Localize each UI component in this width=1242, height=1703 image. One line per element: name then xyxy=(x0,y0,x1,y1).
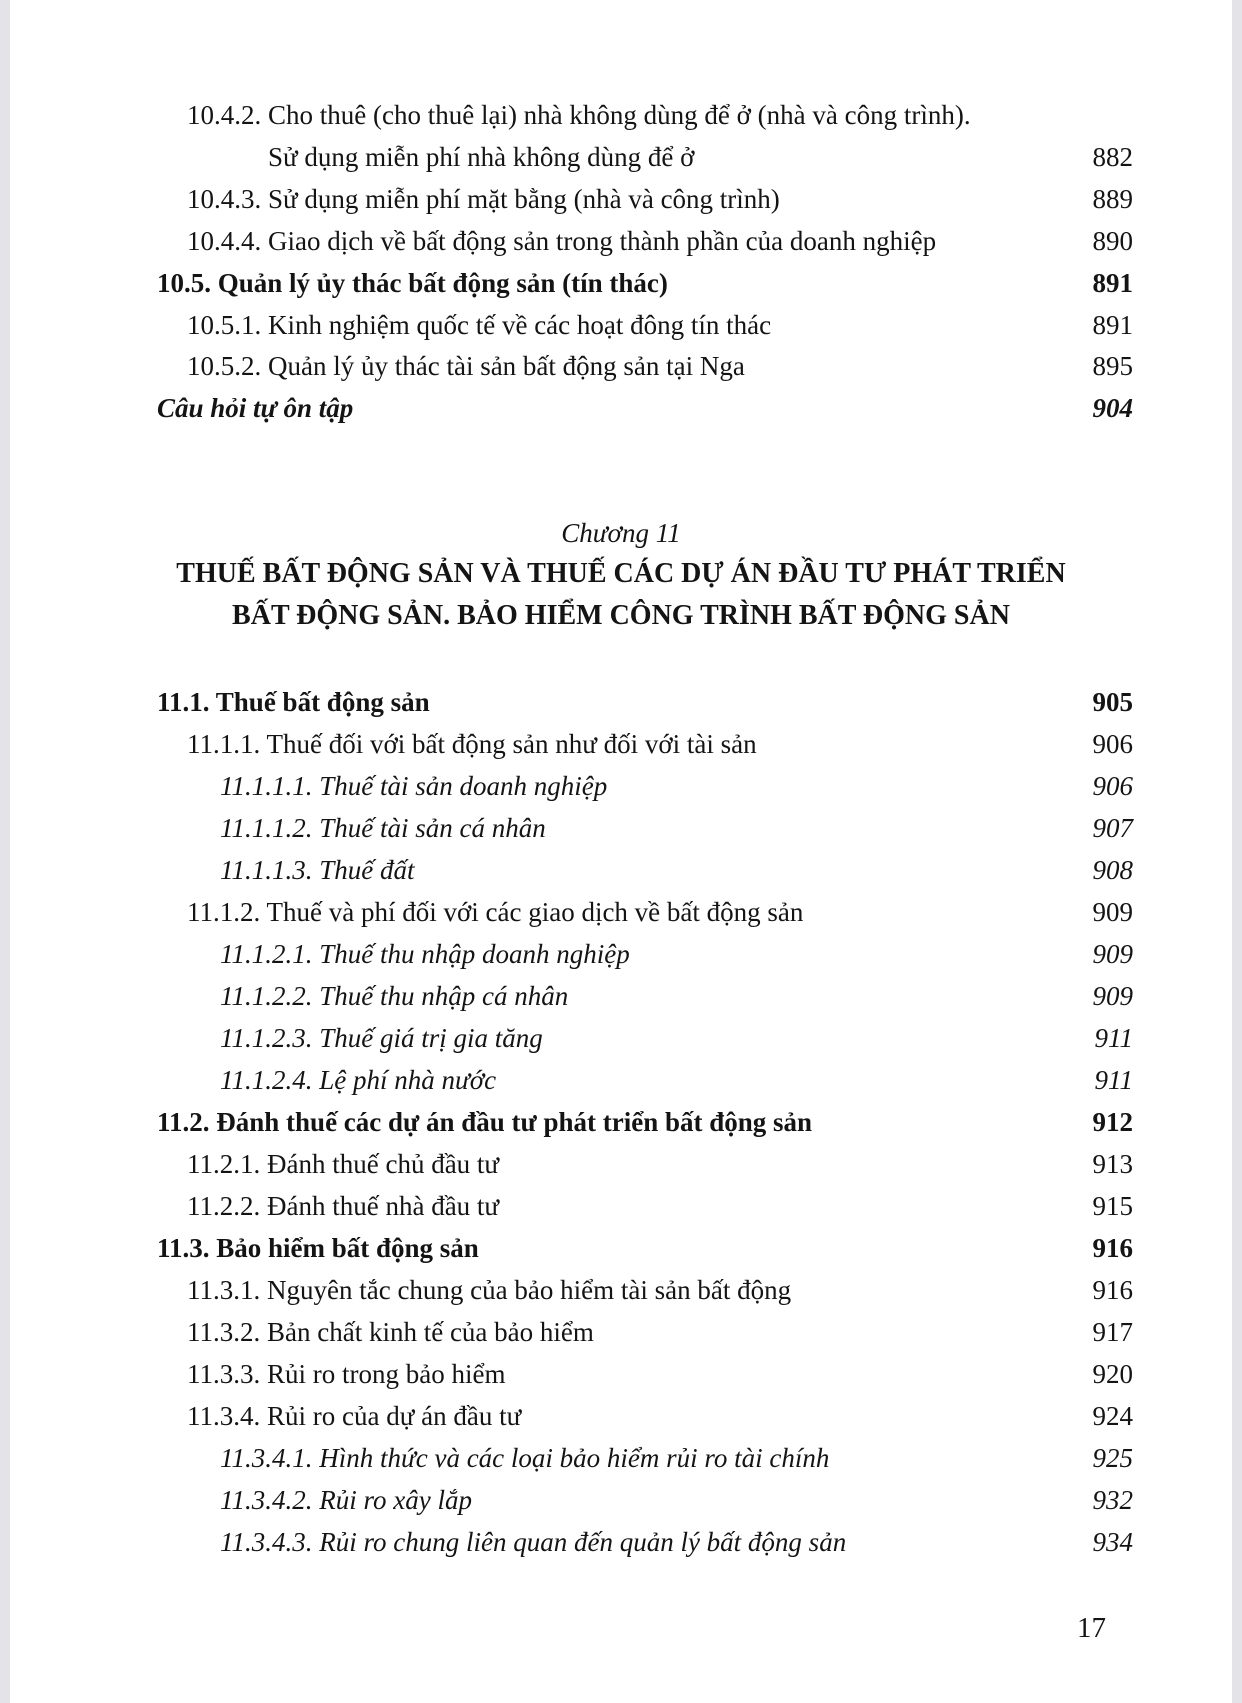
toc-entry xyxy=(10,1230,1232,1266)
toc-entry xyxy=(10,1482,1232,1518)
toc-entry-title: 11.3.4.2. Rủi ro xây lắp xyxy=(220,1485,472,1515)
toc-entry xyxy=(10,1062,1232,1098)
toc-entry-page: 911 xyxy=(1094,1023,1133,1053)
toc-entry-title: 11.2.1. Đánh thuế chủ đầu tư xyxy=(187,1149,500,1179)
toc-entry xyxy=(10,1146,1232,1182)
toc-entry xyxy=(10,684,1232,720)
toc-entry xyxy=(10,894,1232,930)
toc-entry xyxy=(10,1314,1232,1350)
toc-entry xyxy=(10,181,1232,217)
toc-entry-page: 891 xyxy=(1092,309,1133,340)
toc-entry-title: Câu hỏi tự ôn tập xyxy=(157,393,354,424)
toc-entry-page: 934 xyxy=(1092,1527,1133,1557)
toc-entry xyxy=(10,1440,1232,1476)
toc-entry-title: 11.3.4.3. Rủi ro chung liên quan đến quản lý bất động sản xyxy=(220,1527,847,1557)
toc-entry-title: 10.4.3. Sử dụng miễn phí mặt bằng (nhà và công trình) xyxy=(187,183,780,214)
toc-entry-page: 906 xyxy=(1092,771,1133,801)
toc-entry-title: 11.3. Bảo hiểm bất động sản xyxy=(157,1233,479,1263)
toc-entry-page: 916 xyxy=(1092,1275,1133,1305)
toc-entry-title: 11.3.1. Nguyên tắc chung của bảo hiểm tài sản bất động xyxy=(187,1275,792,1305)
toc-entry-title: 10.5.1. Kinh nghiệm quốc tế về các hoạt đông tín thác xyxy=(187,309,772,340)
toc-entry-page: 882 xyxy=(1092,141,1133,172)
toc-entry xyxy=(10,1398,1232,1434)
toc-entry xyxy=(10,1104,1232,1140)
chapter-label: Chương 11 xyxy=(561,518,681,548)
toc-entry-title: 11.3.3. Rủi ro trong bảo hiểm xyxy=(187,1359,506,1389)
toc-entry-title: 10.5.2. Quản lý ủy thác tài sản bất động sản tại Nga xyxy=(187,351,745,382)
toc-entry-title: 11.1.1. Thuế đối với bất động sản như đối với tài sản xyxy=(187,729,757,759)
toc-entry-page: 909 xyxy=(1092,939,1133,969)
toc-entry-title: 10.4.4. Giao dịch về bất động sản trong thành phần của doanh nghiệp xyxy=(187,225,937,256)
toc-entry xyxy=(10,307,1232,343)
toc-entry xyxy=(10,1188,1232,1224)
toc-entry xyxy=(10,1524,1232,1560)
toc-entry-title: 10.5. Quản lý ủy thác bất động sản (tín thác) xyxy=(157,267,668,298)
toc-entry-page: 909 xyxy=(1092,897,1133,927)
toc-entry-page: 904 xyxy=(1092,393,1133,424)
toc-entry-page: 911 xyxy=(1094,1065,1133,1095)
toc-entry xyxy=(10,1356,1232,1392)
toc-entry xyxy=(10,223,1232,259)
toc-entry-page: 915 xyxy=(1092,1191,1133,1221)
toc-entry xyxy=(10,1272,1232,1308)
toc-entry-title: 11.1.2. Thuế và phí đối với các giao dịch về bất động sản xyxy=(187,897,804,927)
toc-entry-title: 11.2.2. Đánh thuế nhà đầu tư xyxy=(187,1191,500,1221)
toc-entry-title: 11.1.2.1. Thuế thu nhập doanh nghiệp xyxy=(220,939,630,969)
chapter-title-line-2: BẤT ĐỘNG SẢN. BẢO HIỂM CÔNG TRÌNH BẤT ĐỘNG SẢN xyxy=(232,600,1010,631)
page-number: 17 xyxy=(1077,1612,1106,1644)
toc-entry-page: 912 xyxy=(1092,1107,1133,1137)
toc-entry-page: 889 xyxy=(1092,183,1133,214)
toc-entry-page: 932 xyxy=(1092,1485,1133,1515)
toc-entry xyxy=(10,810,1232,846)
toc-entry xyxy=(10,978,1232,1014)
toc-entry-page: 891 xyxy=(1092,267,1133,298)
toc-entry-title: 11.3.4.1. Hình thức và các loại bảo hiểm rủi ro tài chính xyxy=(220,1443,830,1473)
toc-entry xyxy=(10,768,1232,804)
toc-entry-title: 11.2. Đánh thuế các dự án đầu tư phát triển bất động sản xyxy=(157,1107,813,1137)
toc-entry xyxy=(10,726,1232,762)
toc-entry-page: 895 xyxy=(1092,351,1133,382)
toc-entry-page: 908 xyxy=(1092,855,1133,885)
toc-entry-title: Sử dụng miễn phí nhà không dùng để ở xyxy=(268,141,695,172)
toc-entry-page: 905 xyxy=(1092,687,1133,717)
toc-entry-title: 11.1.1.2. Thuế tài sản cá nhân xyxy=(220,813,546,843)
toc-entry-title: 11.1.2.4. Lệ phí nhà nước xyxy=(220,1065,497,1095)
toc-entry-page: 920 xyxy=(1092,1359,1133,1389)
toc-entry-page: 917 xyxy=(1092,1317,1133,1347)
toc-entry-page: 916 xyxy=(1092,1233,1133,1263)
toc-entry-page: 890 xyxy=(1092,225,1133,256)
toc-entry xyxy=(10,265,1232,301)
toc-entry-page: 924 xyxy=(1092,1401,1133,1431)
toc-entry-title: 11.1.2.3. Thuế giá trị gia tăng xyxy=(220,1023,543,1053)
toc-entry xyxy=(10,1020,1232,1056)
toc-entry xyxy=(10,852,1232,888)
toc-entry xyxy=(10,139,1232,175)
chapter-title-line-1: THUẾ BẤT ĐỘNG SẢN VÀ THUẾ CÁC DỰ ÁN ĐẦU TƯ PHÁT TRIỂN xyxy=(176,558,1066,589)
toc-entry xyxy=(10,348,1232,384)
toc-entry-title: 10.4.2. Cho thuê (cho thuê lại) nhà không dùng để ở (nhà và công trình). xyxy=(187,100,971,130)
toc-entry xyxy=(10,390,1232,426)
toc-entry-title: 11.3.2. Bản chất kinh tế của bảo hiểm xyxy=(187,1317,594,1347)
toc-entry-page: 906 xyxy=(1092,729,1133,759)
toc-entry xyxy=(10,936,1232,972)
toc-entry xyxy=(10,97,1232,133)
toc-entry-page: 925 xyxy=(1092,1443,1133,1473)
toc-entry-title: 11.1. Thuế bất động sản xyxy=(157,687,430,717)
toc-entry-title: 11.3.4. Rủi ro của dự án đầu tư xyxy=(187,1401,522,1431)
toc-entry-title: 11.1.1.1. Thuế tài sản doanh nghiệp xyxy=(220,771,608,801)
toc-entry-page: 909 xyxy=(1092,981,1133,1011)
toc-entry-page: 907 xyxy=(1092,813,1133,843)
toc-entry-title: 11.1.1.3. Thuế đất xyxy=(220,855,415,885)
document-page xyxy=(10,0,1232,1703)
toc-entry-title: 11.1.2.2. Thuế thu nhập cá nhân xyxy=(220,981,569,1011)
toc-entry-page: 913 xyxy=(1092,1149,1133,1179)
